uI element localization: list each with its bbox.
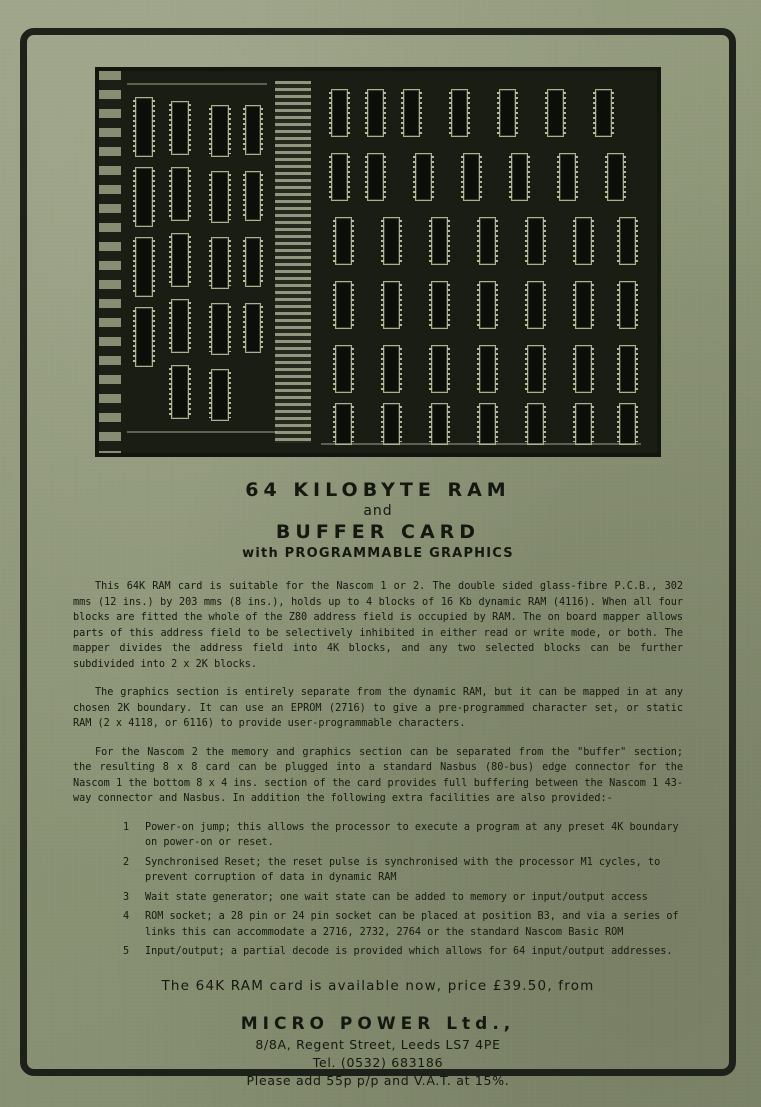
list-item <box>67 909 689 940</box>
ram-chip <box>367 89 384 137</box>
bus-trace-strip <box>275 81 311 443</box>
ic-chip <box>245 237 261 287</box>
features-list <box>67 820 689 960</box>
list-item-text: Wait state generator; one wait state can be added to memory or input/output access <box>145 891 648 903</box>
ram-chip <box>527 281 544 329</box>
ram-chip <box>367 153 384 201</box>
ic-chip <box>211 171 229 223</box>
list-item-text: ROM socket; a 28 pin or 24 pin socket can be placed at position B3, and via a series of links this can accommodate a 2716, 2732, 2764 or the standard Nascom Basic ROM <box>145 911 679 938</box>
ram-chip <box>619 345 636 393</box>
list-item-text: Input/output; a partial decode is provided which allows for 64 input/output addresses. <box>145 946 673 957</box>
ic-chip <box>171 233 189 287</box>
paragraph-1: This 64K RAM card is suitable for the Nascom 1 or 2. The double sided glass-fibre P.C.B., 302 mms (12 ins.) by 203 mms (8 ins.), holds up to 4 blocks of 16 Kb dynamic RAM (4116). When all four blocks are fitted the whole of the Z80 address field is occupied by RAM. The on board mapper allows parts of this address field to be selectively inhibited in either read or write mode, or both. The mapper divides the address field into 4K blocks, and any two selected blocks can be further subdivided into 2 x 2K blocks. <box>73 581 683 670</box>
ram-chip <box>335 281 352 329</box>
ic-chip <box>245 171 261 221</box>
ram-chip <box>335 345 352 393</box>
ic-chip <box>171 101 189 155</box>
ram-chip <box>431 403 448 445</box>
pcb-photo <box>95 67 661 457</box>
ic-chip <box>135 307 153 367</box>
ic-chip <box>211 105 229 157</box>
ram-chip <box>527 217 544 265</box>
ram-chip <box>479 345 496 393</box>
list-item <box>67 820 689 851</box>
list-item-number: 2 <box>123 856 130 868</box>
ram-chip <box>511 153 528 201</box>
advert-border-frame <box>20 28 736 1088</box>
list-item <box>67 855 689 886</box>
ram-chip <box>499 89 516 137</box>
ic-chip <box>245 105 261 155</box>
ram-chip <box>547 89 564 137</box>
advert-headings <box>67 479 689 561</box>
ram-chip <box>527 403 544 445</box>
list-item <box>67 944 689 960</box>
ram-chip <box>335 403 352 445</box>
ram-chip <box>403 89 420 137</box>
ram-chip <box>595 89 612 137</box>
ram-chip <box>607 153 624 201</box>
list-item-number: 4 <box>123 911 130 922</box>
ram-chip <box>383 345 400 393</box>
company-name: MICRO POWER Ltd., <box>240 1013 516 1034</box>
ram-chip <box>527 345 544 393</box>
paragraph-3: For the Nascom 2 the memory and graphics section can be separated from the "buffer" section; the resulting 8 x 8 card can be plugged into a standard Nasbus (80-bus) edge connector for the Nascom 1 the bottom 8 x 4 ins. section of the card provides full buffering between the Nascom 1 43-way connector and Nasbus. In addition the following extra facilities are also provided:- <box>73 746 683 804</box>
page-title: 64 KILOBYTE RAM <box>245 479 511 501</box>
page-title-second: BUFFER CARD <box>275 521 481 543</box>
ram-chip <box>575 281 592 329</box>
ic-chip <box>211 303 229 355</box>
ram-chip <box>575 217 592 265</box>
ic-chip <box>245 303 261 353</box>
advert-content <box>27 35 729 1088</box>
ram-chip <box>331 89 348 137</box>
ic-chip <box>135 97 153 157</box>
paragraph-2: The graphics section is entirely separate from the dynamic RAM, but it can be mapped in at any chosen 2K boundary. It can use an EPROM (2716) to give a pre-programmed character set, or static RAM (2 x 4118, or 6116) to provide user-programmable characters. <box>73 687 683 729</box>
ram-chip <box>451 89 468 137</box>
price-line: The 64K RAM card is available now, price £39.50, from <box>161 977 595 994</box>
ic-chip <box>135 237 153 297</box>
ic-chip <box>211 369 229 421</box>
company-footer <box>67 1014 689 1088</box>
ic-chip <box>171 365 189 419</box>
ram-chip <box>335 217 352 265</box>
ic-chip <box>135 167 153 227</box>
ic-chip <box>171 167 189 221</box>
ram-chip <box>575 345 592 393</box>
list-item-number: 3 <box>123 891 130 903</box>
list-item-number: 5 <box>123 946 130 957</box>
ram-chip <box>331 153 348 201</box>
edge-connector-fingers-icon <box>99 71 121 453</box>
ram-chip <box>619 403 636 445</box>
pcb-board <box>99 71 657 453</box>
company-address: 8/8A, Regent Street, Leeds LS7 4PE <box>255 1036 501 1052</box>
ram-chip <box>479 281 496 329</box>
ic-chip <box>211 237 229 289</box>
ram-chip <box>415 153 432 201</box>
ram-chip <box>463 153 480 201</box>
pcb-trace <box>321 443 641 445</box>
pcb-trace <box>127 431 277 433</box>
list-item-number: 1 <box>123 821 130 833</box>
ram-chip <box>383 217 400 265</box>
list-item <box>67 890 689 906</box>
pcb-photo-image <box>95 67 661 457</box>
ic-chip <box>171 299 189 353</box>
pcb-trace <box>127 83 267 85</box>
ram-chip <box>431 281 448 329</box>
list-item-text: Synchronised Reset; the reset pulse is synchronised with the processor M1 cycles, to prevent corruption of data in dynamic RAM <box>145 856 661 883</box>
ram-chip <box>479 403 496 445</box>
title-conjunction: and <box>363 503 393 519</box>
ram-chip <box>431 217 448 265</box>
ram-chip <box>383 403 400 445</box>
page-subtitle: with PROGRAMMABLE GRAPHICS <box>242 546 514 561</box>
ram-chip <box>619 281 636 329</box>
list-item-text: Power-on jump; this allows the processor to execute a program at any preset 4K boundary on power-on or reset. <box>145 821 679 848</box>
postage-note: Please add 55p p/p and V.A.T. at 15%. <box>246 1072 510 1088</box>
body-copy <box>73 579 683 807</box>
ram-chip <box>479 217 496 265</box>
ram-chip <box>619 217 636 265</box>
company-telephone: Tel. (0532) 683186 <box>312 1054 444 1070</box>
ram-chip <box>431 345 448 393</box>
ram-chip <box>383 281 400 329</box>
ram-chip <box>559 153 576 201</box>
ram-chip <box>575 403 592 445</box>
